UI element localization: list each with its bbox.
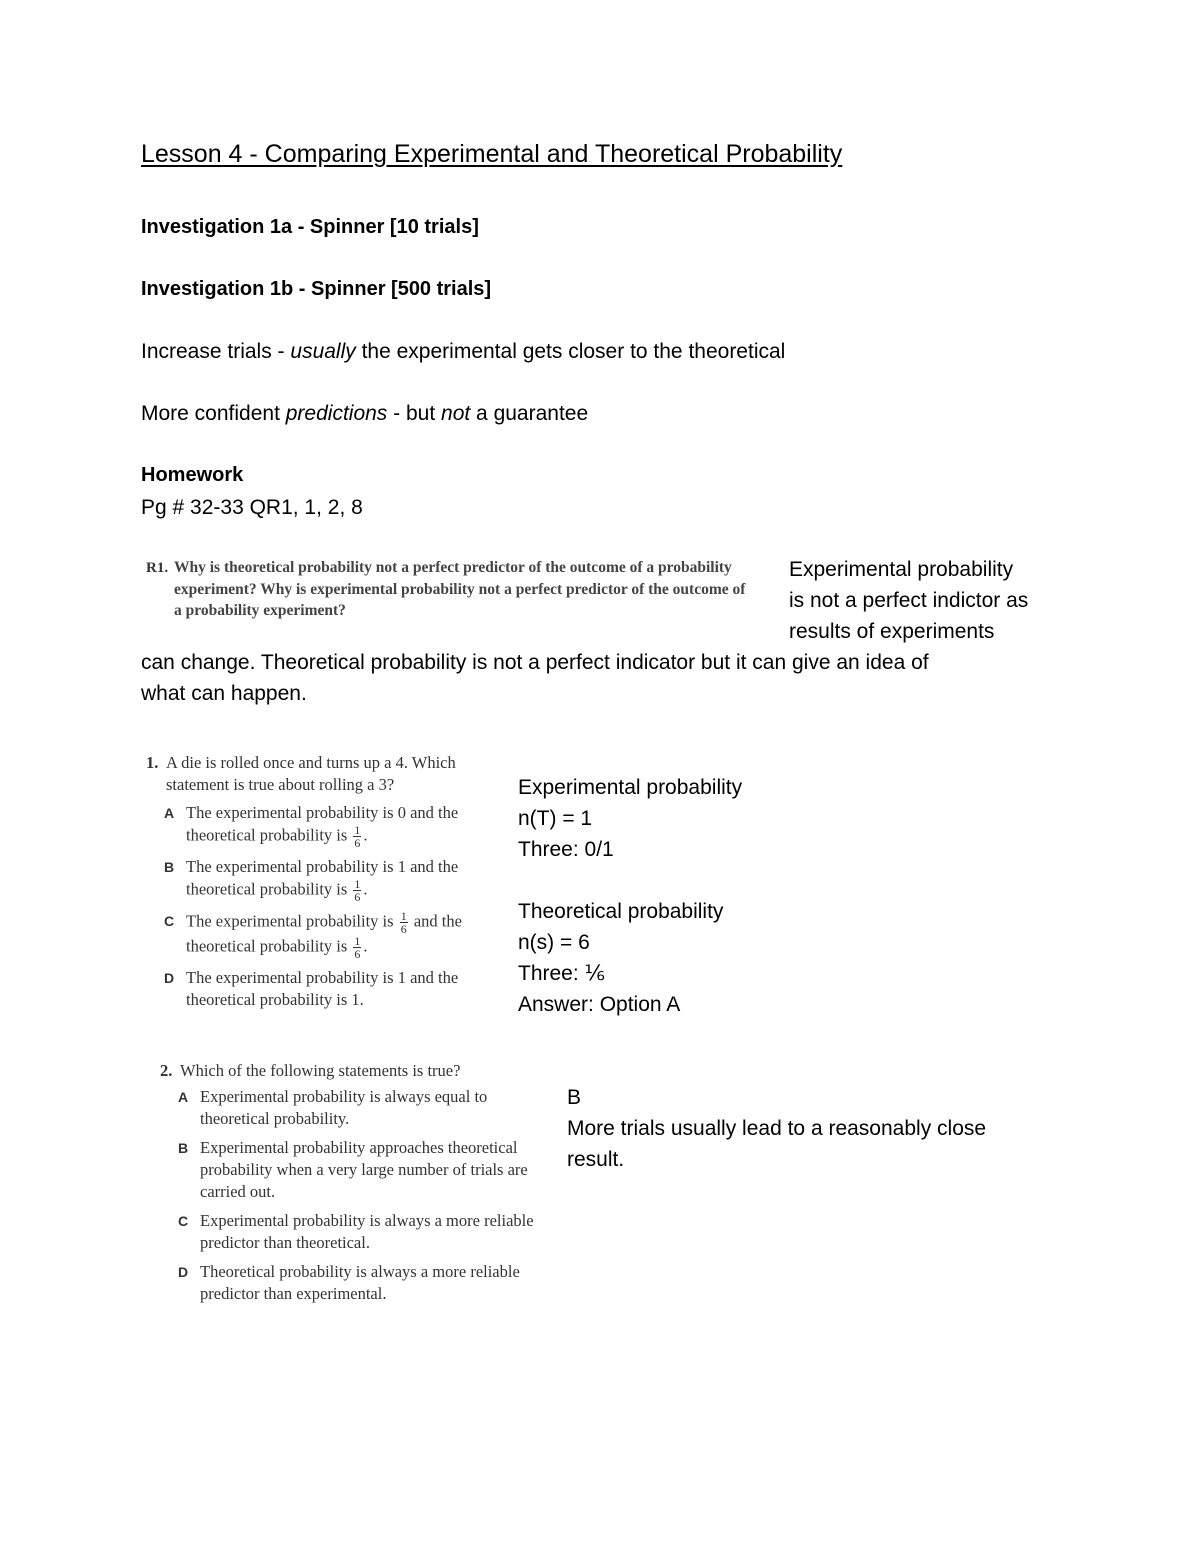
fraction-numerator: 1	[354, 823, 361, 837]
option-text	[186, 856, 498, 903]
note-text: the experimental gets closer to the theoretical	[355, 340, 786, 363]
option-text: Experimental probability is always a more reliable predictor than theoretical.	[200, 1211, 534, 1252]
answer-line: Experimental probability	[789, 558, 1014, 581]
option-end: .	[363, 879, 368, 899]
note-confident-predictions	[141, 402, 588, 426]
fraction	[353, 824, 361, 849]
option-letter: C	[164, 913, 175, 929]
qr1-label: R1.	[146, 560, 169, 576]
answer-line: More trials usually lead to a reasonably close	[567, 1117, 987, 1140]
option-text	[186, 967, 498, 1011]
fraction	[353, 935, 361, 960]
option-line: The experimental probability is 0 and the	[186, 803, 459, 822]
qr1-answer-wrap	[141, 647, 929, 709]
answer-line: Three: 0/1	[518, 838, 614, 861]
note-emphasis: usually	[290, 340, 356, 363]
qr1-question	[146, 557, 756, 622]
answer-line: is not a perfect indictor as	[789, 589, 1029, 612]
answer-line: n(s) = 6	[518, 931, 590, 954]
option-letter: C	[178, 1213, 189, 1229]
qr1-answer-right	[789, 554, 1028, 647]
answer-line: Theoretical probability	[518, 900, 724, 923]
note-text: - but	[387, 402, 442, 425]
option-letter: B	[178, 1140, 189, 1156]
answer-line: Experimental probability	[518, 776, 743, 799]
q1-text: A die is rolled once and turns up a 4. Which statement is true about rolling a 3?	[166, 753, 456, 794]
answer-line: Answer: Option A	[518, 993, 681, 1016]
answer-line: can change. Theoretical probability is not a perfect indicator but it can give an idea of	[141, 651, 929, 674]
note-text: More confident	[141, 402, 286, 425]
note-text: a guarantee	[470, 402, 589, 425]
option-text: Theoretical probability is always a more reliable predictor than experimental.	[200, 1262, 520, 1303]
fraction	[353, 878, 361, 903]
option-text: Experimental probability approaches theoretical probability when a very large number of trials are carried out.	[200, 1138, 528, 1201]
option-end: .	[363, 936, 368, 956]
fraction	[400, 910, 408, 935]
option-line: theoretical probability is	[186, 825, 348, 845]
q2-option-b	[178, 1137, 540, 1203]
option-letter: D	[164, 970, 175, 986]
fraction-denominator: 6	[354, 947, 361, 961]
option-letter: D	[178, 1264, 189, 1280]
answer-line: results of experiments	[789, 620, 995, 643]
option-line: theoretical probability is	[186, 936, 348, 956]
note-text: Increase trials -	[141, 340, 291, 363]
q2-answer	[567, 1082, 986, 1175]
fraction-numerator: 1	[354, 934, 361, 948]
qr1-text: Why is theoretical probability not a perfect predictor of the outcome of a probability experiment? Why is experimental probability not a perfect predictor of the outcome of a probability experiment?	[174, 559, 746, 619]
option-end: .	[363, 825, 368, 845]
answer-line: result.	[567, 1148, 625, 1171]
option-text: Experimental probability is always equal to theoretical probability.	[200, 1087, 488, 1128]
option-letter: A	[178, 1089, 189, 1105]
option-letter: B	[164, 859, 175, 875]
investigation-1a: Investigation 1a - Spinner [10 trials]	[141, 216, 479, 238]
q1-option-d	[164, 967, 498, 1011]
option-line: The experimental probability is	[186, 911, 394, 931]
option-line: theoretical probability is 1.	[186, 990, 364, 1009]
option-letter: A	[164, 805, 175, 821]
q1-label: 1.	[146, 753, 159, 772]
fraction-denominator: 6	[400, 922, 407, 936]
q1-question	[146, 752, 498, 1018]
fraction-numerator: 1	[354, 877, 361, 891]
homework-pages: Pg # 32-33 QR1, 1, 2, 8	[141, 496, 363, 519]
investigation-1b: Investigation 1b - Spinner [500 trials]	[141, 278, 492, 300]
q1-option-c	[164, 910, 498, 960]
page-title: Lesson 4 - Comparing Experimental and Theoretical Probability	[141, 140, 843, 168]
answer-line: B	[567, 1086, 582, 1109]
option-line: and the	[413, 911, 462, 931]
q1-option-b	[164, 856, 498, 903]
q2-question	[160, 1060, 540, 1312]
homework-heading: Homework	[141, 464, 244, 486]
q1-answer	[518, 772, 742, 1020]
fraction-numerator: 1	[400, 909, 407, 923]
q2-label: 2.	[160, 1061, 173, 1080]
option-text	[186, 910, 498, 960]
answer-spacer	[518, 865, 742, 896]
option-line: The experimental probability is 1 and the	[186, 857, 459, 876]
fraction-denominator: 6	[354, 890, 361, 904]
answer-line: Three: ⅙	[518, 962, 605, 985]
note-emphasis: predictions	[285, 402, 388, 425]
q2-option-a	[178, 1086, 540, 1130]
q2-option-c	[178, 1210, 540, 1254]
q2-option-d	[178, 1261, 540, 1305]
fraction-denominator: 6	[354, 836, 361, 850]
answer-line: what can happen.	[141, 682, 307, 705]
note-increase-trials	[141, 340, 785, 364]
q1-option-a	[164, 802, 498, 849]
q2-text: Which of the following statements is true?	[180, 1061, 461, 1080]
option-text	[186, 802, 498, 849]
option-line: theoretical probability is	[186, 879, 348, 899]
answer-line: n(T) = 1	[518, 807, 593, 830]
note-emphasis: not	[441, 402, 471, 425]
option-line: The experimental probability is 1 and the	[186, 968, 459, 987]
